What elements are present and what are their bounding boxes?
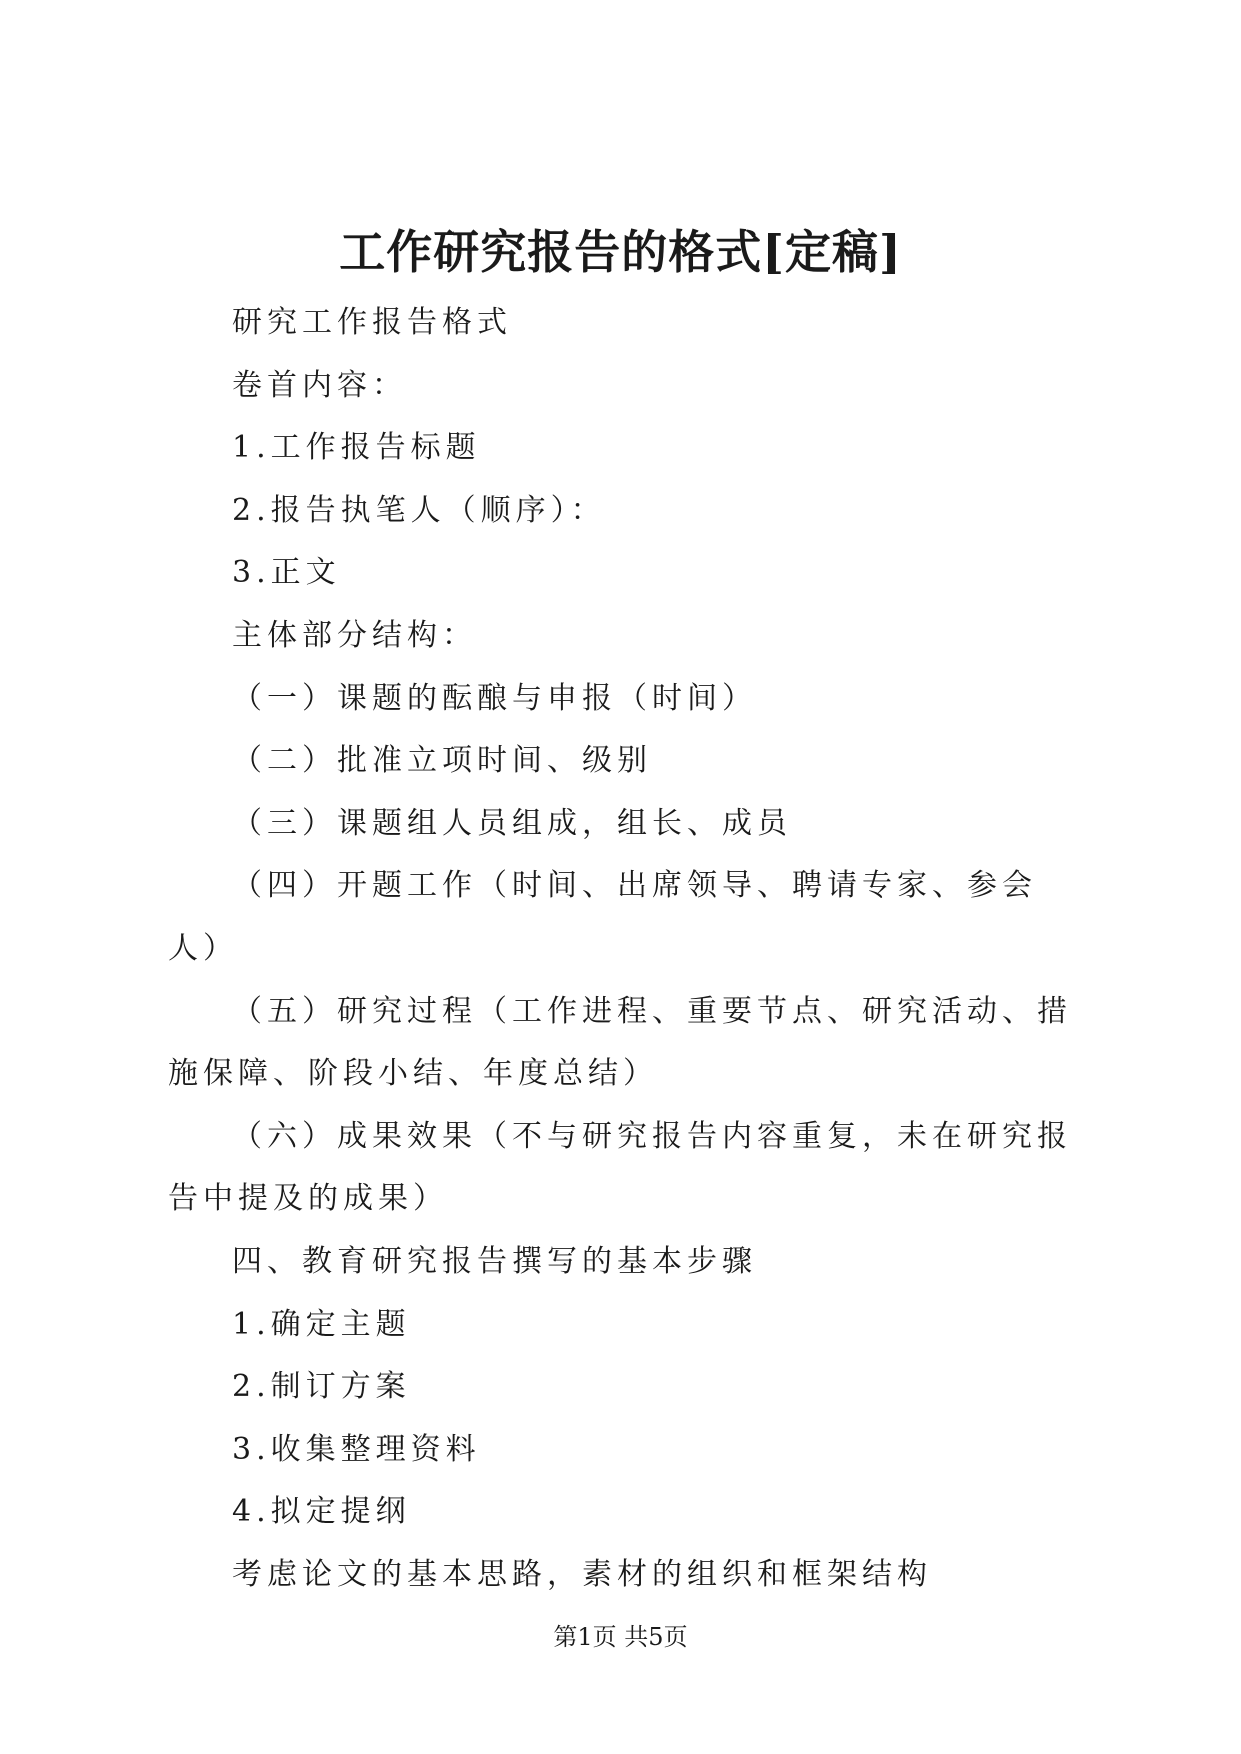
list-item: （二）批准立项时间、级别 — [232, 743, 652, 779]
paragraph: 研究工作报告格式 — [232, 305, 512, 340]
list-item: 3.收集整理资料 — [232, 1431, 481, 1467]
list-item: （三）课题组人员组成，组长、成员 — [232, 805, 792, 841]
paragraph: 卷首内容： — [232, 367, 407, 403]
list-item: （五）研究过程（工作进程、重要节点、研究活动、措施保障、阶段小结、年度总结） — [168, 993, 1072, 1092]
list-item: 2.制订方案 — [232, 1369, 411, 1405]
section-heading: 四、教育研究报告撰写的基本步骤 — [232, 1243, 757, 1279]
list-item: 1.工作报告标题 — [232, 430, 481, 466]
list-item: 3.正文 — [232, 555, 341, 591]
list-item: （一）课题的酝酿与申报（时间） — [232, 680, 757, 716]
list-item: 1.确定主题 — [232, 1306, 411, 1342]
document-title: 工作研究报告的格式[定稿] — [339, 225, 902, 279]
paragraph: 考虑论文的基本思路，素材的组织和框架结构 — [232, 1556, 932, 1592]
document-body — [168, 292, 1088, 1606]
list-item: （四）开题工作（时间、出席领导、聘请专家、参会人） — [168, 868, 1037, 966]
list-item: 2.报告执笔人（顺序）： — [232, 492, 606, 528]
page-number-footer: 第1页 共5页 — [553, 1623, 688, 1651]
paragraph: 主体部分结构： — [232, 617, 477, 653]
list-item: 4.拟定提纲 — [232, 1494, 411, 1530]
list-item: （六）成果效果（不与研究报告内容重复，未在研究报告中提及的成果） — [168, 1118, 1072, 1217]
